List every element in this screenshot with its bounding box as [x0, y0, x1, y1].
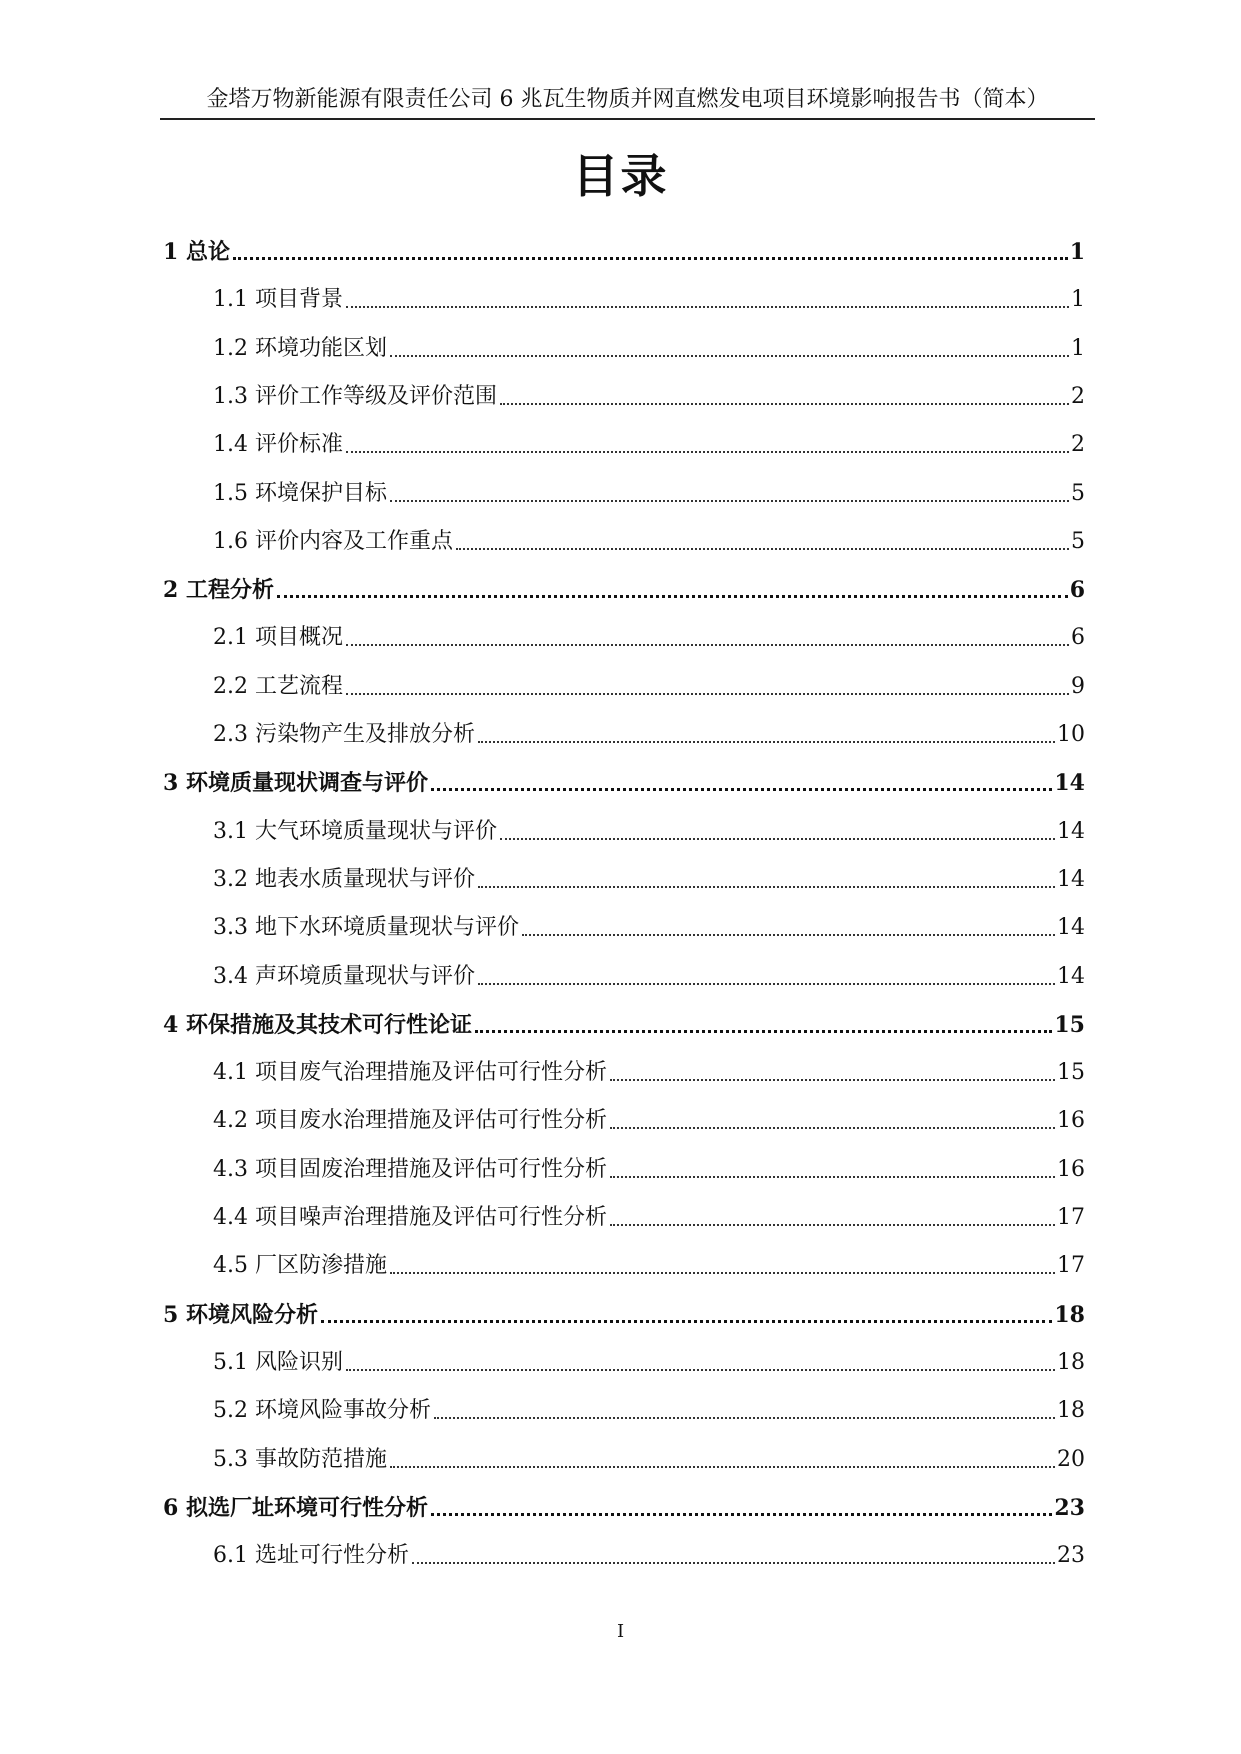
toc-entry-page-number: 23: [1054, 1495, 1085, 1521]
toc-entry-label: 1.3 评价工作等级及评价范围: [213, 384, 497, 409]
toc-entry-label: 3.2 地表水质量现状与评价: [213, 867, 475, 892]
toc-entry-page-number: 14: [1054, 770, 1085, 796]
toc-entry-label: 1.6 评价内容及工作重点: [213, 529, 453, 554]
toc-entry-label: 4.1 项目废气治理措施及评估可行性分析: [213, 1060, 607, 1085]
toc-entry-page-number: 14: [1057, 819, 1085, 844]
toc-section-entry[interactable]: [213, 1394, 1085, 1428]
toc-chapter-entry[interactable]: [163, 1298, 1085, 1332]
toc-section-entry[interactable]: [213, 525, 1085, 559]
dot-leader: [610, 1079, 1055, 1081]
dot-leader: [478, 983, 1055, 985]
toc-entry-page-number: 1: [1071, 287, 1085, 312]
toc-entry-label: 4.3 项目固废治理措施及评估可行性分析: [213, 1157, 607, 1182]
toc-entry-label: 5.3 事故防范措施: [213, 1447, 387, 1472]
toc-section-entry[interactable]: [213, 911, 1085, 945]
toc-section-entry[interactable]: [213, 283, 1085, 317]
toc-chapter-entry[interactable]: [163, 235, 1085, 269]
toc-section-entry[interactable]: [213, 1104, 1085, 1138]
toc-section-entry[interactable]: [213, 380, 1085, 414]
toc-entry-label: 3.1 大气环境质量现状与评价: [213, 819, 497, 844]
toc-entry-label: 1.1 项目背景: [213, 287, 343, 312]
toc-entry-label: 6 拟选厂址环境可行性分析: [163, 1495, 428, 1521]
toc-entry-page-number: 14: [1057, 915, 1085, 940]
dot-leader: [500, 838, 1055, 840]
dot-leader: [346, 693, 1069, 695]
toc-entry-page-number: 15: [1057, 1060, 1085, 1085]
toc-title: 目录: [572, 149, 669, 203]
dot-leader: [321, 1320, 1052, 1323]
toc-entry-page-number: 9: [1071, 674, 1085, 699]
toc-entry-page-number: 14: [1057, 964, 1085, 989]
toc-entry-label: 2.3 污染物产生及排放分析: [213, 722, 475, 747]
dot-leader: [475, 1030, 1052, 1033]
toc-chapter-entry[interactable]: [163, 573, 1085, 607]
toc-section-entry[interactable]: [213, 332, 1085, 366]
dot-leader: [431, 788, 1052, 791]
toc-section-entry[interactable]: [213, 428, 1085, 462]
toc-entry-label: 5.1 风险识别: [213, 1350, 343, 1375]
toc-entry-label: 2 工程分析: [163, 577, 274, 603]
toc-entry-label: 5.2 环境风险事故分析: [213, 1398, 431, 1423]
toc-entry-label: 2.1 项目概况: [213, 625, 343, 650]
toc-section-entry[interactable]: [213, 815, 1085, 849]
toc-entry-page-number: 18: [1057, 1398, 1085, 1423]
dot-leader: [390, 355, 1069, 357]
toc-entry-page-number: 18: [1057, 1350, 1085, 1375]
dot-leader: [434, 1417, 1055, 1419]
toc-section-entry[interactable]: [213, 670, 1085, 704]
dot-leader: [610, 1224, 1055, 1226]
toc-section-entry[interactable]: [213, 477, 1085, 511]
toc-entry-label: 3 环境质量现状调查与评价: [163, 770, 428, 796]
toc-entry-page-number: 6: [1071, 625, 1085, 650]
toc-section-entry[interactable]: [213, 960, 1085, 994]
toc-entry-page-number: 18: [1054, 1302, 1085, 1328]
dot-leader: [412, 1562, 1055, 1564]
toc-entry-label: 1.4 评价标准: [213, 432, 343, 457]
toc-section-entry[interactable]: [213, 1056, 1085, 1090]
toc-entry-label: 4.5 厂区防渗措施: [213, 1253, 387, 1278]
toc-entry-label: 2.2 工艺流程: [213, 674, 343, 699]
toc-entry-label: 6.1 选址可行性分析: [213, 1543, 409, 1568]
toc-section-entry[interactable]: [213, 863, 1085, 897]
dot-leader: [610, 1127, 1055, 1129]
dot-leader: [346, 644, 1069, 646]
toc-entry-label: 1.5 环境保护目标: [213, 481, 387, 506]
toc-section-entry[interactable]: [213, 1153, 1085, 1187]
dot-leader: [390, 500, 1069, 502]
dot-leader: [346, 1369, 1055, 1371]
dot-leader: [346, 306, 1069, 308]
toc-entry-label: 4 环保措施及其技术可行性论证: [163, 1012, 472, 1038]
toc-entry-label: 5 环境风险分析: [163, 1302, 318, 1328]
dot-leader: [233, 257, 1068, 260]
dot-leader: [390, 1272, 1055, 1274]
dot-leader: [500, 403, 1069, 405]
toc-entry-label: 4.4 项目噪声治理措施及评估可行性分析: [213, 1205, 607, 1230]
toc-entry-label: 4.2 项目废水治理措施及评估可行性分析: [213, 1108, 607, 1133]
toc-entry-page-number: 6: [1069, 577, 1085, 603]
toc-entry-page-number: 2: [1071, 432, 1085, 457]
toc-entry-page-number: 5: [1071, 529, 1085, 554]
running-header: 金塔万物新能源有限责任公司 6 兆瓦生物质并网直燃发电项目环境影响报告书（简本）: [206, 87, 1049, 112]
toc-entry-label: 1.2 环境功能区划: [213, 336, 387, 361]
dot-leader: [390, 1466, 1055, 1468]
toc-entry-label: 3.4 声环境质量现状与评价: [213, 964, 475, 989]
toc-entry-page-number: 1: [1069, 239, 1085, 265]
dot-leader: [478, 886, 1055, 888]
dot-leader: [522, 934, 1055, 936]
page-number: I: [616, 1621, 625, 1642]
dot-leader: [456, 548, 1069, 550]
toc-section-entry[interactable]: [213, 1249, 1085, 1283]
toc-section-entry[interactable]: [213, 1346, 1085, 1380]
toc-entry-page-number: 5: [1071, 481, 1085, 506]
toc-entry-page-number: 16: [1057, 1108, 1085, 1133]
toc-entry-page-number: 17: [1057, 1205, 1085, 1230]
toc-chapter-entry[interactable]: [163, 1008, 1085, 1042]
toc-entry-label: 3.3 地下水环境质量现状与评价: [213, 915, 519, 940]
toc-entry-page-number: 2: [1071, 384, 1085, 409]
dot-leader: [431, 1513, 1052, 1516]
dot-leader: [610, 1176, 1055, 1178]
toc-chapter-entry[interactable]: [163, 1491, 1085, 1525]
toc-section-entry[interactable]: [213, 718, 1085, 752]
toc-entry-page-number: 17: [1057, 1253, 1085, 1278]
toc-section-entry[interactable]: [213, 1201, 1085, 1235]
dot-leader: [277, 595, 1068, 598]
dot-leader: [346, 451, 1069, 453]
toc-entry-page-number: 20: [1057, 1447, 1085, 1472]
toc-entry-page-number: 16: [1057, 1157, 1085, 1182]
toc-entry-page-number: 10: [1057, 722, 1085, 747]
toc-chapter-entry[interactable]: [163, 766, 1085, 800]
toc-section-entry[interactable]: [213, 1539, 1085, 1573]
toc-entry-page-number: 14: [1057, 867, 1085, 892]
toc-entry-page-number: 1: [1071, 336, 1085, 361]
toc-entry-page-number: 23: [1057, 1543, 1085, 1568]
toc-entry-page-number: 15: [1054, 1012, 1085, 1038]
toc-section-entry[interactable]: [213, 1443, 1085, 1477]
dot-leader: [478, 741, 1055, 743]
toc-entry-label: 1 总论: [163, 239, 230, 265]
toc-section-entry[interactable]: [213, 621, 1085, 655]
